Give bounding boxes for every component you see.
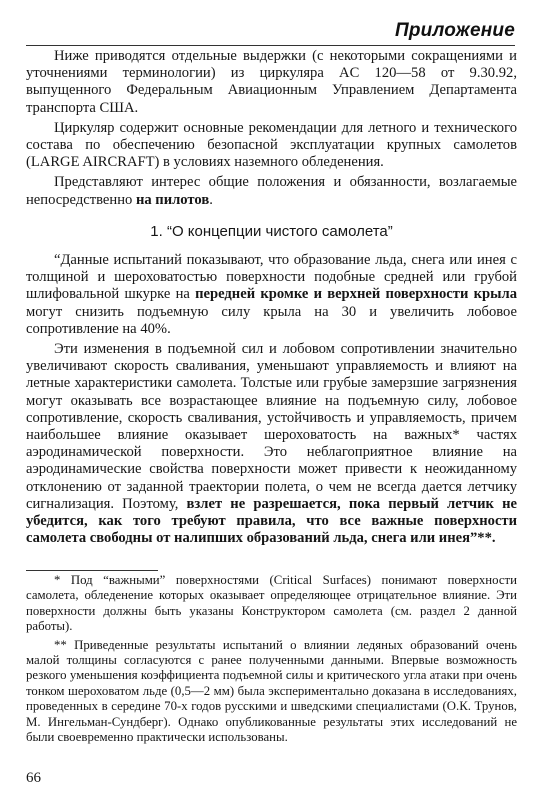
section-heading: 1. “О концепции чистого самолета” — [150, 222, 393, 240]
page-number: 66 — [26, 770, 41, 786]
quote-p2-start: Эти изменения в подъемной сил и лобовом сопротивлении значительно увеличивают скорость сваливания, уменьшают управляемость и влияют на летные характеристики самолета. Толстые или грубые замерзшие загрязнения могут оказывать все возрастающее влияние на подъемную силу, лобовое сопротивление, скорость сваливания, устойчивость и управляемость, причем наибольшее влияние оказывает шероховатость на важных* частях аэродинамической поверхности. Это неблагоприятное влияние на аэродинамические свойства поверхности может привести к неожиданному отклонению от заданной траектории полета, о чем не всегда дается летчику сигнализация. Поэтому, — [26, 341, 517, 512]
intro-paragraph-3-start: Представляют интерес общие положения и обязанности, возлагаемые непосредственно — [26, 174, 517, 208]
intro-paragraph-3 — [26, 174, 517, 208]
page-header-title: Приложение — [394, 20, 515, 41]
quote-p2-end: ”**. — [470, 530, 496, 547]
intro-paragraph-3-end: . — [209, 191, 213, 208]
header-divider — [26, 45, 515, 46]
footnote-1: * Под “важными” поверхностями (Critical Surfaces) понимают поверхности самолета, обледенение которых оказывает определяющее отрицательное влияние. Эти поверхности должны быть указаны Конструктором самолета (см. раздел 2 данной работы). — [26, 573, 517, 634]
intro-paragraph-2: Циркуляр содержит основные рекомендации для летного и технического состава по обеспечению безопасной эксплуатации крупных самолетов (LARGE AIRCRAFT) в условиях наземного обледенения. — [26, 119, 517, 171]
main-text — [26, 48, 517, 550]
footnotes — [26, 573, 517, 748]
footnote-2: ** Приведенные результаты испытаний о влиянии ледяных образований очень малой толщины согласуются с ранее полученными данными. Впервые возможность резкого уменьшения коэффициента подъемной силы и критического угла атаки при очень тонком шероховатом льде (0,5—2 мм) была экспериментально доказана в исследованиях, проведенных в середине 70-х годов русскими и шведскими специалистами (О.К. Трунов, М. Ингельман-Сундберг). Однако опубликованные результаты этих исследований не были своевременно практически использованы. — [26, 637, 517, 745]
quote-p1-bold: передней кромке и верхней поверхности крыла — [195, 286, 517, 303]
quote-p1-end: могут снизить подъемную силу крыла на 30 и увеличить лобовое сопротивление на 40%. — [26, 303, 517, 337]
intro-paragraph-1: Ниже приводятся отдельные выдержки (с некоторыми сокращениями и уточнениями терминологии) из циркуляра AC 120—58 от 9.30.92, выпущенного Федеральным Авиационным Управлением Департамента транспорта США. — [26, 48, 517, 116]
quote-p1-start: “Данные испытаний показывают, что образование льда, снега или инея с толщиной и шероховатостью поверхности подобные средней или грубой шлифовальной шкурке на — [26, 252, 517, 303]
intro-paragraph-3-bold: на пилотов — [135, 191, 210, 208]
footnote-divider — [26, 570, 158, 571]
quote-p2-bold: взлет не разрешается, пока первый летчик не убедится, как того требуют правила, что все важные поверхности самолета свободны от налипших образований льда, снега или инея — [26, 495, 517, 547]
quote-paragraph-2 — [26, 341, 517, 547]
quote-paragraph-1 — [26, 252, 517, 338]
